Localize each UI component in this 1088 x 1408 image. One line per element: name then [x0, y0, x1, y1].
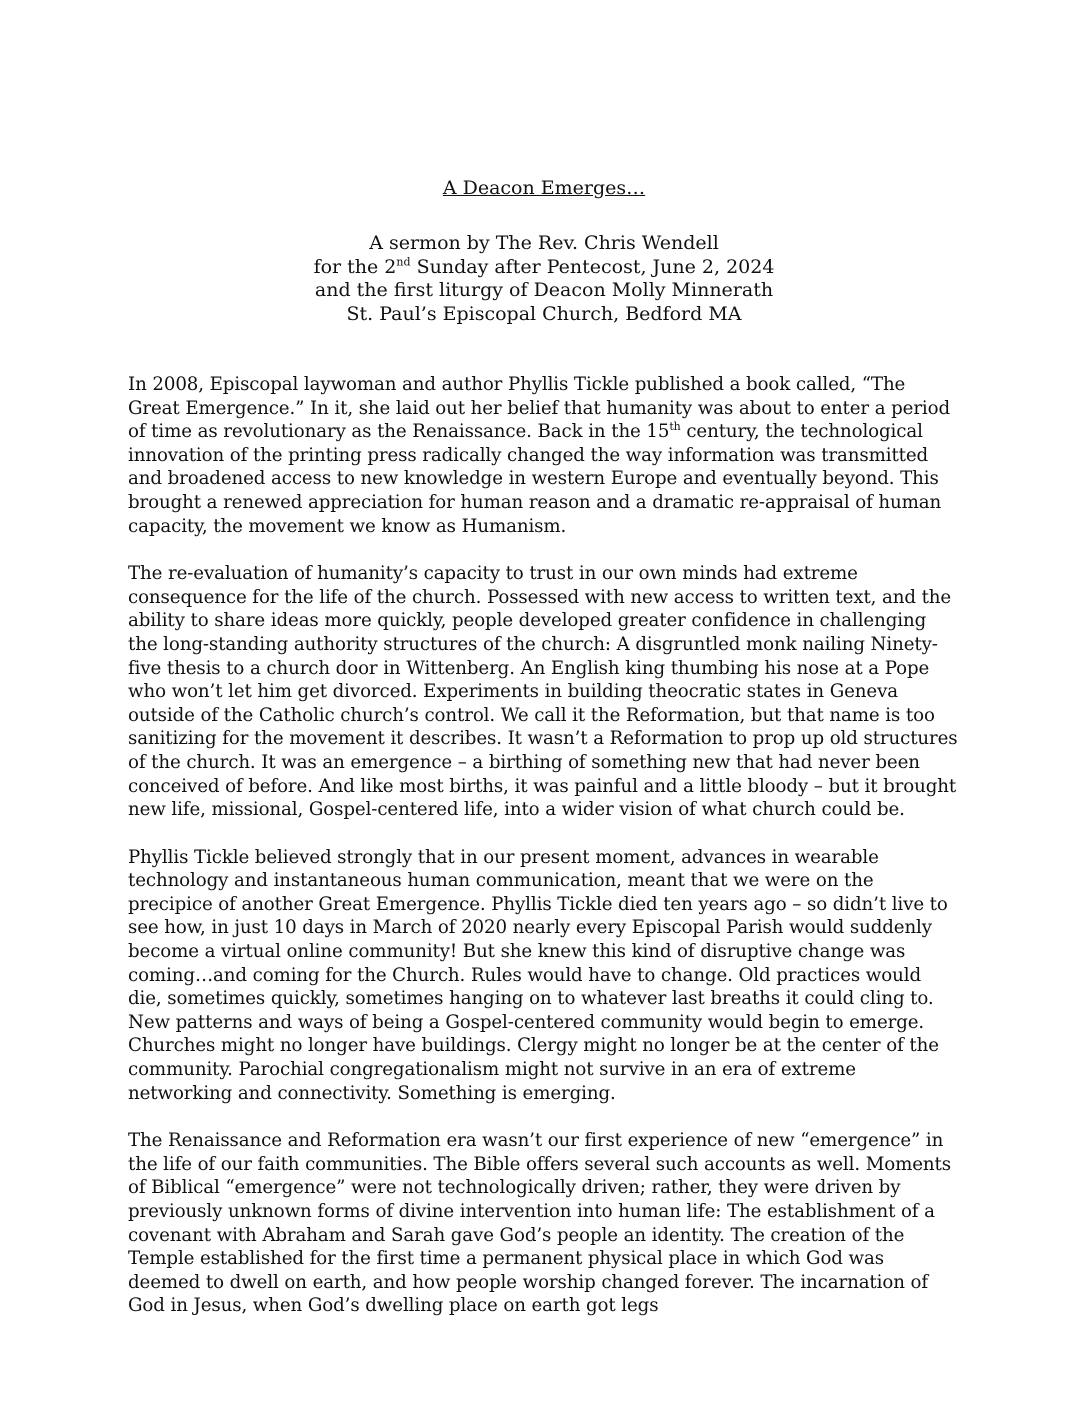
byline-church: St. Paul’s Episcopal Church, Bedford MA [346, 302, 742, 325]
byline-occasion-post: Sunday after Pentecost, June 2, 2024 [410, 255, 775, 278]
paragraph-2: The re-evaluation of humanity’s capacity to trust in our own minds had extreme consequence for the life of the church. Possessed with new access to written text, and the ability to share ideas more quickly, people developed greater confidence in challenging the long-standing authority structures of the church: A disgruntled monk nailing Ninety-five thesis to a church door in Wittenberg. An English king thumbing his nose at a Pope who won’t let him get divorced. Experiments in building theocratic states in Geneva outside of the Catholic church’s control. We call it the Reformation, but that name is too sanitizing for the movement it describes. It wasn’t a Reformation to prop up old structures of the church. It was an emergence – a birthing of something new that had never been conceived of before. And like most births, it was painful and a little bloody – but it brought new life, missional, Gospel-centered life, into a wider vision of what church could be. [128, 563, 958, 821]
paragraph-4: The Renaissance and Reformation era wasn’t our first experience of new “emergence” in the life of our faith communities. The Bible offers several such accounts as well. Moments of Biblical “emergence” were not technologically driven; rather, they were driven by previously unknown forms of divine intervention into human life: The establishment of a covenant with Abraham and Sarah gave God’s people an identity. The creation of the Temple established for the first time a permanent physical place in which God was deemed to dwell on earth, and how people worship changed forever. The incarnation of God in Jesus, when God’s dwelling place on earth got legs [128, 1130, 951, 1317]
paragraph-1-part-a: In 2008, Episcopal laywoman and author Phyllis Tickle published a book called, “The Great Emergence.” In it, she laid out her belief that humanity was about to enter a period of time as revolutionary as the Renaissance. Back in the 15 [128, 374, 951, 443]
byline-occasion-pre: for the 2 [313, 255, 397, 278]
document-page [128, 176, 960, 1342]
byline [128, 232, 960, 326]
paragraph-3: Phyllis Tickle believed strongly that in our present moment, advances in wearable technology and instantaneous human communication, meant that we were on the precipice of another Great Emergence. Phyllis Tickle died ten years ago – so didn’t live to see how, in just 10 days in March of 2020 nearly every Episcopal Parish would suddenly become a virtual online community! But she knew this kind of disruptive change was coming…and coming for the Church. Rules would have to change. Old practices would die, sometimes quickly, sometimes hanging on to whatever last breaths it could cling to. New patterns and ways of being a Gospel-centered community would begin to emerge. Churches might no longer have buildings. Clergy might no longer be at the center of the community. Parochial congregationalism might not survive in an era of extreme networking and connectivity. Something is emerging. [128, 846, 948, 1104]
paragraph-1-part-b: century, the technological innovation of the printing press radically changed the way information was transmitted and broadened access to new knowledge in western Europe and eventually beyond. This brought a renewed appreciation for human reason and a dramatic re-appraisal of human capacity, the movement we know as Humanism. [128, 421, 942, 537]
century-ordinal-suffix: th [669, 420, 681, 434]
sermon-title: A Deacon Emerges… [442, 177, 646, 199]
byline-ordinal-suffix: nd [396, 255, 411, 269]
byline-author: A sermon by The Rev. Chris Wendell [369, 232, 719, 254]
paragraph-1 [128, 373, 960, 538]
byline-occasion [128, 256, 960, 280]
byline-liturgy: and the first liturgy of Deacon Molly Minnerath [314, 279, 774, 301]
